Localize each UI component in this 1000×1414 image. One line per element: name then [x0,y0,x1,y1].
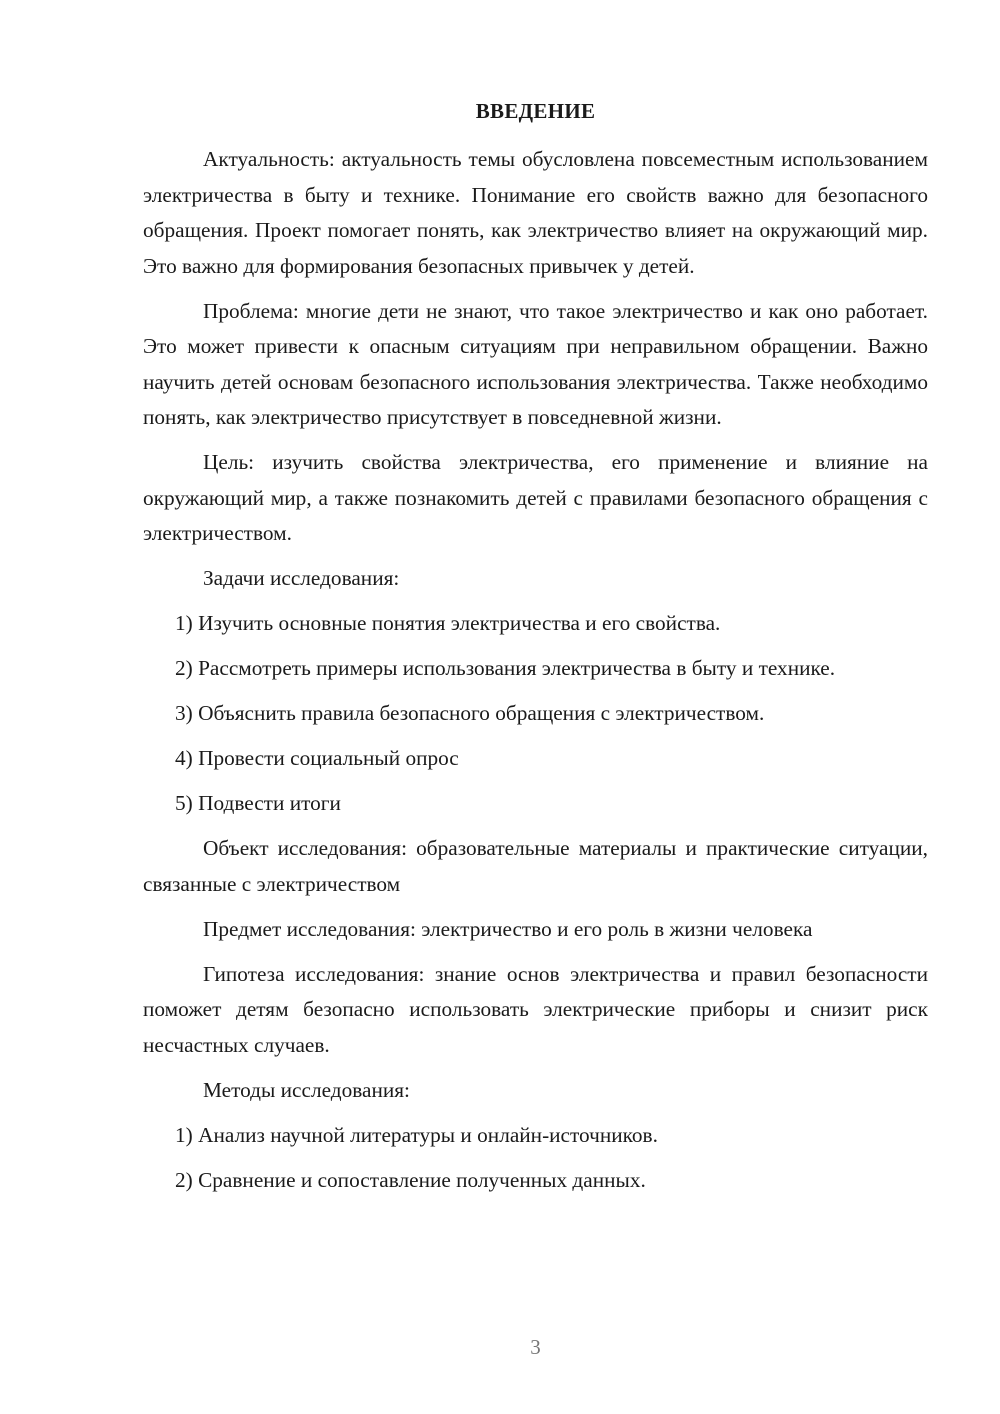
page-number: 3 [530,1335,541,1359]
list-item-task-3: 3) Объяснить правила безопасного обращения с электричеством. [175,701,765,725]
document-page [143,0,928,1414]
paragraph-problem: Проблема: многие дети не знают, что такое электричество и как оно работает. Это может привести к опасным ситуациям при неправильном обращении. Важно научить детей основам безопасного использования электричества. Также необходимо понять, как электричество присутствует в повседневной жизни. [143,298,928,429]
paragraph-relevance: Актуальность: актуальность темы обусловлена повсеместным использованием электричества в быту и технике. Понимание его свойств важно для безопасного обращения. Проект помогает понять, как электричество влияет на окружающий мир. Это важно для формирования безопасных привычек у детей. [143,147,928,278]
paragraph-tasks-heading: Задачи исследования: [203,566,400,590]
list-item-task-1: 1) Изучить основные понятия электричества и его свойства. [175,611,721,635]
list-item-method-2: 2) Сравнение и сопоставление полученных данных. [175,1167,646,1192]
paragraph-goal: Цель: изучить свойства электричества, его применение и влияние на окружающий мир, а также познакомить детей с правилами безопасного обращения с электричеством. [143,450,928,545]
paragraph-subject: Предмет исследования: электричество и его роль в жизни человека [203,916,813,941]
list-item-task-2: 2) Рассмотреть примеры использования электричества в быту и технике. [175,656,836,680]
list-item-method-1: 1) Анализ научной литературы и онлайн-источников. [175,1122,658,1147]
document-body [143,142,928,1208]
list-item-task-5: 5) Подвести итоги [175,791,341,815]
list-item-task-4: 4) Провести социальный опрос [175,746,459,770]
paragraph-methods-heading: Методы исследования: [203,1077,410,1102]
paragraph-object: Объект исследования: образовательные материалы и практические ситуации, связанные с электричеством [143,836,928,896]
paragraph-hypothesis: Гипотеза исследования: знание основ электричества и правил безопасности поможет детям безопасно использовать электрические приборы и снизит риск несчастных случаев. [143,961,928,1057]
page-title: ВВЕДЕНИЕ [475,99,596,123]
